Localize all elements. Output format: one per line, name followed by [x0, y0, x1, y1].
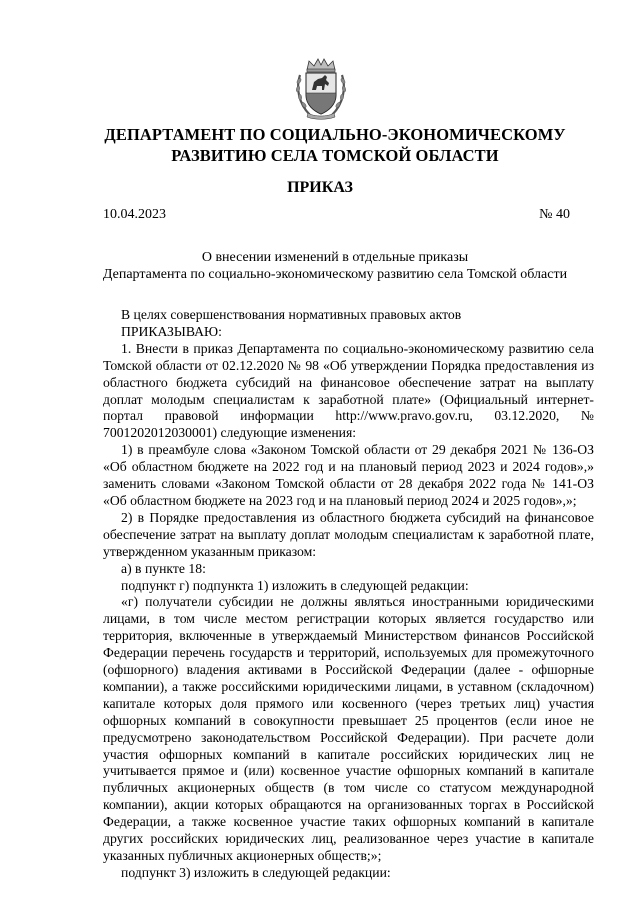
- document-body: [103, 307, 594, 882]
- department-name: [60, 124, 610, 166]
- paragraph-2: 1) в преамбуле слова «Законом Томской области от 29 декабря 2021 № 136-ОЗ «Об областном бюджете на 2022 год и на плановый период 2023 и 2024 годов»,» заменить словами «Законом Томской области от 28 декабря 2022 года № 141-ОЗ «Об областном бюджете на 2023 год и на плановый период 2024 и 2025 годов»,»;: [103, 442, 594, 508]
- department-name-line1: ДЕПАРТАМЕНТ ПО СОЦИАЛЬНО-ЭКОНОМИЧЕСКОМУ: [104, 125, 566, 144]
- subject-line1: О внесении изменений в отдельные приказы: [201, 250, 469, 265]
- document-number: № 40: [539, 207, 570, 222]
- paragraph-1: 1. Внести в приказ Департамента по социально-экономическому развитию села Томской области от 02.12.2020 № 98 «Об утверждении Порядка предоставления из областного бюджета субсидий на финансовое обеспечение затрат на выплату доплат молодым специалистам к заработной плате» (Официальный интернет-портал правовой информации http://www.pravo.gov.ru, 03.12.2020, № 7001202012030001) следующие изменения:: [103, 340, 594, 441]
- paragraph-6: «г) получатели субсидии не должны являться иностранными юридическими лицами, в том числе местом регистрации которых является государство или территория, включенные в утверждаемый Министерством финансов Российской Федерации перечень государств и территорий, используемых для промежуточного (офшорного) владения активами в Российской Федерации (далее - офшорные компании), а также российскими юридическими лицами, в уставном (складочном) капитале которых доля прямого или косвенного (через третьих лиц) участия офшорных компаний в совокупности превышает 25 процентов (если иное не предусмотрено законодательством Российской Федерации). При расчете доли участия офшорных компаний в капитале российских юридических лиц не учитывается прямое и (или) косвенное участие офшорных компаний в капитале публичных акционерных обществ (в том числе со статусом международной компании), акции которых обращаются на организованных торгах в Российской Федерации, а также косвенное участие таких офшорных компаний в капитале других российских юридических лиц, реализованное через участие в капитале указанных публичных акционерных обществ;»;: [103, 594, 594, 863]
- document-date: 10.04.2023: [103, 207, 166, 222]
- preamble-paragraph: В целях совершенствования нормативных правовых актов: [121, 307, 462, 322]
- paragraph-4: а) в пункте 18:: [121, 560, 206, 576]
- paragraph-7: подпункт 3) изложить в следующей редакции:: [121, 864, 391, 880]
- tomsk-oblast-coat-of-arms-icon: [294, 57, 348, 121]
- order-word: ПРИКАЗЫВАЮ:: [121, 323, 222, 339]
- paragraph-5: подпункт г) подпункта 1) изложить в следующей редакции:: [121, 577, 469, 593]
- department-name-line2: РАЗВИТИЮ СЕЛА ТОМСКОЙ ОБЛАСТИ: [171, 146, 499, 165]
- document-subject: [70, 249, 600, 283]
- paragraph-3: 2) в Порядке предоставления из областного бюджета субсидий на финансовое обеспечение затрат на выплату доплат молодым специалистам к заработной плате, утвержденном указанным приказом:: [103, 509, 594, 559]
- document-type: ПРИКАЗ: [287, 179, 353, 196]
- subject-line2: Департамента по социально-экономическому развитию села Томской области: [102, 267, 568, 282]
